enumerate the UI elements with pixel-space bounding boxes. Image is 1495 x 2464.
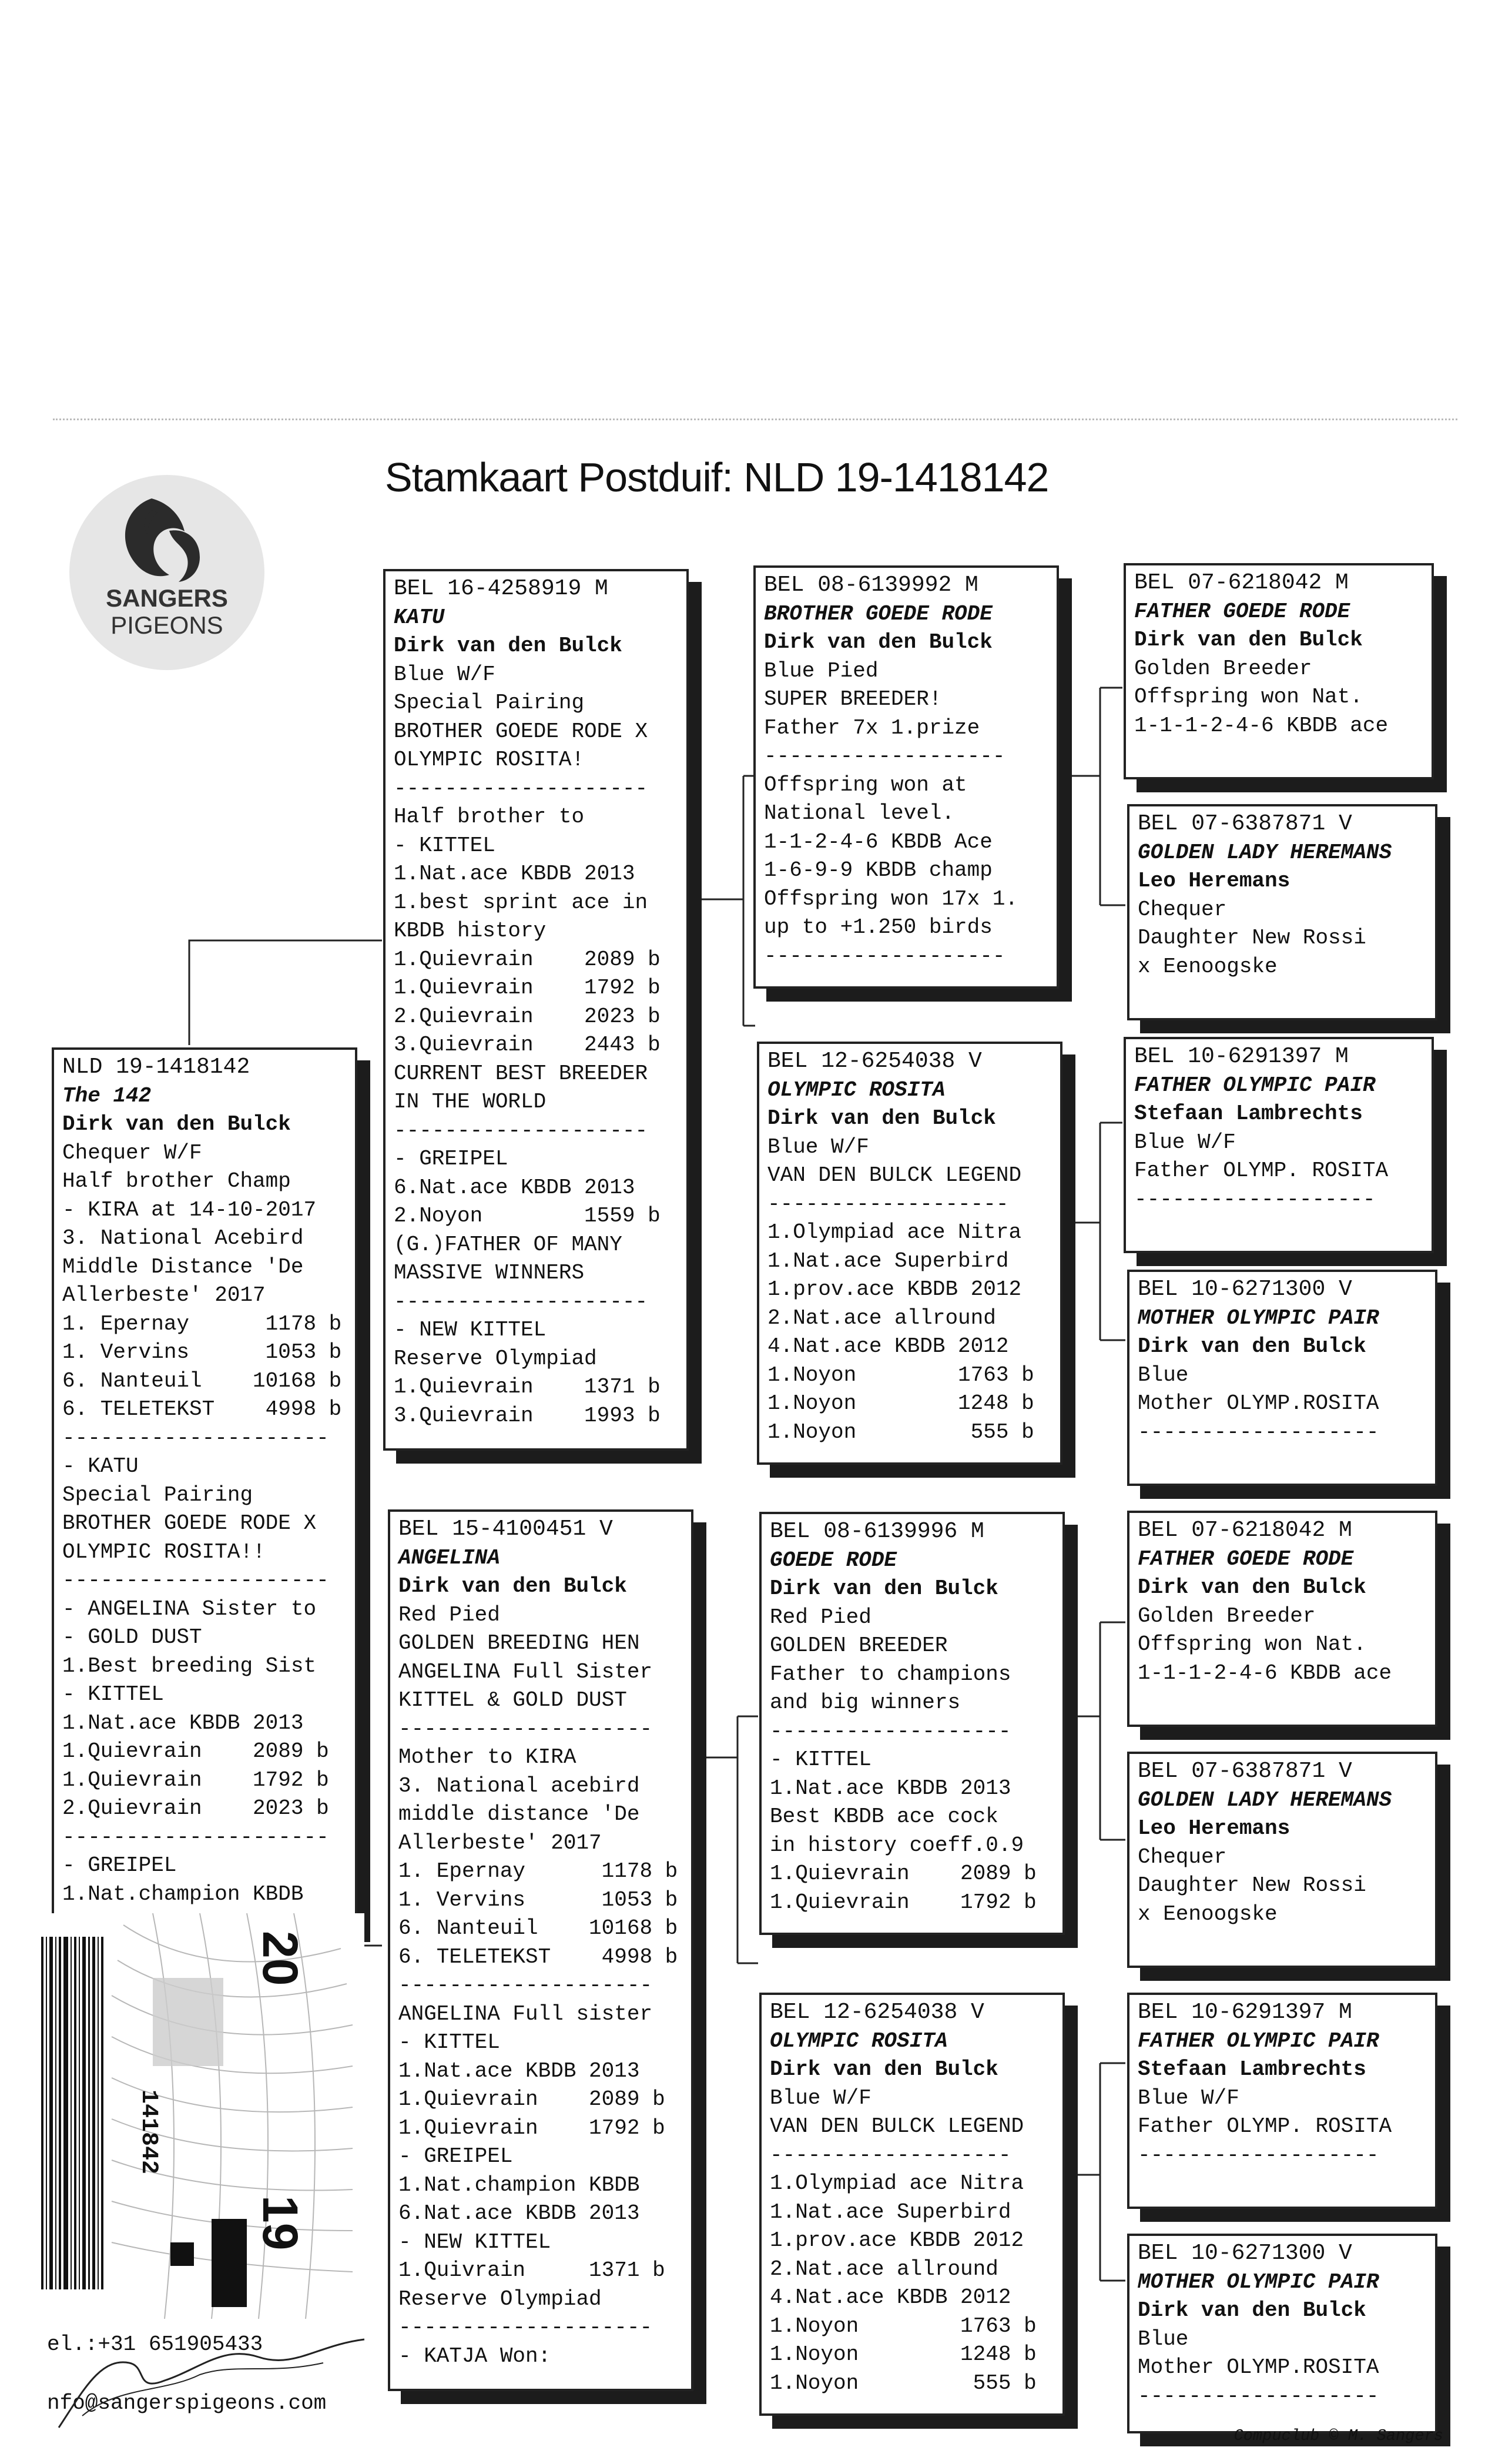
pedigree-line: - KITTEL: [770, 1747, 871, 1772]
ring-number: BEL 07-6218042 M: [1134, 570, 1349, 595]
pedigree-line: Blue W/F: [1138, 2085, 1239, 2110]
pedigree-line: 2.Quievrain 2023 b: [62, 1796, 329, 1820]
pedigree-line: 1.Noyon 555 b: [767, 1420, 1034, 1444]
pedigree-line: 1.Quievrain 2089 b: [62, 1739, 329, 1763]
ring-number: BEL 15-4100451 V: [398, 1516, 613, 1542]
breeder-name: Dirk van den Bulck: [1138, 1575, 1366, 1599]
pedigree-line: - KITTEL: [62, 1682, 164, 1706]
pedigree-card-fm-mother: [1127, 1270, 1437, 1486]
pedigree-line: 2.Noyon 1559 b: [394, 1204, 661, 1228]
pigeon-name: MOTHER OLYMPIC PAIR: [1138, 2269, 1379, 2294]
pedigree-line: Golden Breeder: [1138, 1603, 1316, 1628]
ring-number: BEL 08-6139996 M: [770, 1519, 984, 1544]
ring-card-year-bottom: 19: [253, 2195, 308, 2251]
pedigree-card-mf-mother: [1127, 1752, 1437, 1968]
ring-number: BEL 07-6218042 M: [1138, 1518, 1352, 1543]
pedigree-line: IN THE WORLD: [394, 1090, 547, 1114]
pedigree-line: Father to champions: [770, 1662, 1011, 1686]
pedigree-line: 6.Nat.ace KBDB 2013: [394, 1175, 635, 1200]
pedigree-line: Father OLYMP. ROSITA: [1138, 2114, 1392, 2138]
pigeon-name: FATHER OLYMPIC PAIR: [1134, 1073, 1376, 1097]
pedigree-line: Reserve Olympiad: [398, 2286, 602, 2311]
pigeon-name: GOLDEN LADY HEREMANS: [1138, 1787, 1392, 1812]
pedigree-line: 1.Noyon 555 b: [770, 2371, 1037, 2395]
pedigree-line: 1.Best breeding Sist: [62, 1653, 317, 1678]
pedigree-line: ---------------------: [62, 1824, 329, 1849]
pigeon-name: OLYMPIC ROSITA: [767, 1077, 946, 1102]
pedigree-line: 1.Quievrain 2089 b: [398, 2087, 665, 2111]
pedigree-line: 1. Epernay 1178 b: [62, 1311, 342, 1336]
pedigree-line: - KITTEL: [394, 833, 495, 858]
pedigree-line: CURRENT BEST BREEDER: [394, 1061, 648, 1086]
pedigree-line: Blue W/F: [1134, 1130, 1236, 1154]
pedigree-line: 1.Quievrain 1792 b: [394, 976, 661, 1000]
pedigree-line: BROTHER GOEDE RODE X: [394, 719, 648, 744]
pedigree-line: in history coeff.0.9: [770, 1833, 1024, 1857]
pedigree-line: 1.Quivrain 1371 b: [398, 2258, 665, 2282]
breeder-name: Dirk van den Bulck: [764, 630, 993, 654]
pedigree-line: -------------------: [1138, 1420, 1379, 1444]
breeder-name: Stefaan Lambrechts: [1138, 2057, 1366, 2081]
pigeon-name: BROTHER GOEDE RODE: [764, 601, 993, 626]
pigeon-name: KATU: [394, 605, 445, 630]
pedigree-line: --------------------: [394, 1118, 648, 1143]
pedigree-line: (G.)FATHER OF MANY: [394, 1232, 622, 1257]
pedigree-line: Golden Breeder: [1134, 656, 1312, 681]
pedigree-line: Offspring won Nat.: [1134, 685, 1363, 709]
pedigree-line: Father 7x 1.prize: [764, 715, 980, 740]
pedigree-line: 1.Nat.ace KBDB 2013: [62, 1710, 304, 1735]
pedigree-card-mm-father: [1127, 1993, 1437, 2209]
pedigree-line: - GREIPEL: [394, 1147, 508, 1171]
pedigree-line: 6. Nanteuil 10168 b: [398, 1916, 678, 1940]
pedigree-card-mother: [388, 1509, 693, 2391]
pedigree-card-mf-father: [1127, 1511, 1437, 1727]
pedigree-line: Blue: [1138, 1362, 1189, 1387]
ring-card-number: 141842: [135, 2090, 162, 2175]
contact-email[interactable]: nfo@sangerspigeons.com: [47, 2391, 327, 2415]
pedigree-line: Offspring won 17x 1.: [764, 886, 1018, 911]
pedigree-line: ANGELINA Full sister: [398, 2001, 653, 2026]
ring-number: NLD 19-1418142: [62, 1054, 250, 1080]
pedigree-line: 1.Noyon 1248 b: [770, 2342, 1037, 2366]
page-title: Stamkaart Postduif: NLD 19-1418142: [385, 454, 1049, 500]
pedigree-card-father-father: [753, 565, 1059, 989]
pedigree-line: x Eenoogske: [1138, 1901, 1278, 1926]
breeder-name: Leo Heremans: [1138, 1816, 1290, 1840]
pedigree-line: ---------------------: [62, 1568, 329, 1592]
ring-number: BEL 12-6254038 V: [767, 1049, 982, 1074]
pedigree-line: 1.Nat.ace KBDB 2013: [394, 862, 635, 886]
pedigree-line: Chequer W/F: [62, 1140, 202, 1165]
pedigree-line: - KIRA at 14-10-2017: [62, 1197, 317, 1222]
pedigree-line: 4.Nat.ace KBDB 2012: [767, 1334, 1009, 1358]
pedigree-line: ---------------------: [62, 1425, 329, 1450]
pedigree-card-ff-mother: [1127, 804, 1437, 1020]
pedigree-line: 1.Quievrain 2089 b: [394, 947, 661, 972]
pedigree-line: 1-6-9-9 KBDB champ: [764, 858, 993, 882]
pedigree-line: - KITTEL: [398, 2030, 500, 2054]
pigeon-name: OLYMPIC ROSITA: [770, 2028, 948, 2053]
pedigree-line: and big winners: [770, 1690, 961, 1715]
pedigree-line: Blue W/F: [767, 1134, 869, 1159]
pedigree-line: --------------------: [398, 1716, 653, 1741]
ring-number: BEL 08-6139992 M: [764, 573, 978, 598]
pedigree-line: Middle Distance 'De: [62, 1254, 304, 1279]
pedigree-line: -------------------: [770, 2142, 1011, 2167]
pedigree-line: Red Pied: [770, 1605, 871, 1629]
pedigree-line: x Eenoogske: [1138, 954, 1278, 979]
pedigree-line: 1.best sprint ace in: [394, 890, 648, 915]
pedigree-line: 1. Epernay 1178 b: [398, 1859, 678, 1883]
pedigree-line: 1.Quievrain 1371 b: [394, 1375, 661, 1399]
pedigree-card-ff-father: [1124, 563, 1434, 779]
pedigree-line: -------------------: [764, 943, 1005, 968]
pedigree-line: 1.Olympiad ace Nitra: [770, 2171, 1024, 2195]
pedigree-line: -------------------: [1138, 2142, 1379, 2167]
pedigree-card-mm-mother: [1127, 2234, 1437, 2433]
pedigree-line: 1.Nat.champion KBDB: [398, 2172, 640, 2197]
ring-card-year-top: 20: [253, 1931, 308, 1986]
pedigree-line: up to +1.250 birds: [764, 915, 993, 939]
pedigree-line: -------------------: [1138, 2383, 1379, 2408]
pedigree-line: 1-1-2-4-6 KBDB Ace: [764, 829, 993, 854]
ring-number: BEL 16-4258919 M: [394, 576, 608, 601]
pedigree-line: 1. Vervins 1053 b: [62, 1340, 342, 1364]
ring-number: BEL 07-6387871 V: [1138, 811, 1352, 836]
pedigree-line: KITTEL & GOLD DUST: [398, 1688, 627, 1712]
ring-card-overlay: [35, 1913, 364, 2319]
pedigree-line: National level.: [764, 801, 955, 825]
breeder-name: Dirk van den Bulck: [770, 1576, 998, 1601]
pedigree-line: - ANGELINA Sister to: [62, 1596, 317, 1621]
pedigree-line: KBDB history: [394, 919, 547, 943]
pedigree-line: Red Pied: [398, 1602, 500, 1627]
pedigree-card-father-mother: [757, 1042, 1062, 1465]
ring-number: BEL 10-6291397 M: [1138, 2000, 1352, 2025]
pedigree-line: OLYMPIC ROSITA!!: [62, 1539, 266, 1564]
ring-number: BEL 10-6291397 M: [1134, 1044, 1349, 1069]
ring-number: BEL 12-6254038 V: [770, 2000, 984, 2025]
handwritten-signature: [47, 2322, 376, 2439]
pedigree-line: 1.Olympiad ace Nitra: [767, 1220, 1022, 1244]
pedigree-card-mother-mother: [759, 1993, 1065, 2416]
contact-phone: el.:+31 651905433: [47, 2332, 263, 2356]
pedigree-line: 1.prov.ace KBDB 2012: [767, 1277, 1022, 1301]
pedigree-line: Chequer: [1138, 897, 1227, 922]
ring-number: BEL 07-6387871 V: [1138, 1759, 1352, 1784]
pedigree-line: - KATJA Won:: [398, 2344, 551, 2368]
pedigree-line: - GREIPEL: [398, 2144, 513, 2168]
pedigree-line: GOLDEN BREEDER: [770, 1633, 948, 1658]
pigeon-name: FATHER GOEDE RODE: [1138, 1546, 1354, 1571]
pedigree-line: Blue Pied: [764, 658, 879, 683]
pedigree-line: Special Pairing: [62, 1482, 253, 1507]
pedigree-line: 1.Noyon 1763 b: [770, 2314, 1037, 2338]
pedigree-line: Half brother Champ: [62, 1169, 291, 1193]
pedigree-line: --------------------: [398, 1973, 653, 1997]
pedigree-line: Father OLYMP. ROSITA: [1134, 1159, 1389, 1183]
pedigree-line: --------------------: [394, 1289, 648, 1314]
pedigree-line: 2.Quievrain 2023 b: [394, 1004, 661, 1029]
breeder-name: Dirk van den Bulck: [62, 1112, 291, 1136]
pedigree-line: 6.Nat.ace KBDB 2013: [398, 2201, 640, 2225]
pedigree-line: 1-1-1-2-4-6 KBDB ace: [1134, 713, 1389, 738]
pedigree-line: -------------------: [764, 744, 1005, 768]
pigeon-name: FATHER OLYMPIC PAIR: [1138, 2028, 1379, 2053]
pedigree-line: Reserve Olympiad: [394, 1346, 597, 1371]
pedigree-line: -------------------: [767, 1191, 1009, 1216]
pedigree-line: VAN DEN BULCK LEGEND: [767, 1163, 1022, 1187]
logo-text-pigeons: PIGEONS: [110, 611, 223, 639]
pedigree-line: - NEW KITTEL: [394, 1318, 547, 1342]
pedigree-line: 1.prov.ace KBDB 2012: [770, 2228, 1024, 2252]
pedigree-line: VAN DEN BULCK LEGEND: [770, 2114, 1024, 2138]
pedigree-card-subject: [52, 1047, 357, 1929]
breeder-name: Dirk van den Bulck: [1134, 628, 1363, 652]
pedigree-line: - KATU: [62, 1454, 139, 1478]
footer-credit: Compuclub © M. Sangers: [1233, 2428, 1443, 2445]
pedigree-line: 1.Noyon 1763 b: [767, 1362, 1034, 1387]
pedigree-line: Daughter New Rossi: [1138, 1873, 1366, 1897]
pedigree-line: Half brother to: [394, 805, 585, 829]
pedigree-line: -------------------: [770, 1719, 1011, 1743]
pedigree-line: 6. TELETEKST 4998 b: [398, 1944, 678, 1969]
pedigree-line: Allerbeste' 2017: [62, 1283, 266, 1307]
pigeon-name: The 142: [62, 1083, 152, 1108]
pedigree-line: 6. Nanteuil 10168 b: [62, 1368, 342, 1393]
pedigree-line: 2.Nat.ace allround: [767, 1305, 996, 1330]
pedigree-line: Offspring won Nat.: [1138, 1632, 1366, 1656]
pedigree-line: GOLDEN BREEDING HEN: [398, 1631, 640, 1655]
logo-text-sangers: SANGERS: [106, 584, 228, 612]
pedigree-line: 1.Nat.ace Superbird: [767, 1248, 1009, 1273]
pedigree-card-mother-father: [759, 1512, 1065, 1935]
pigeon-name: GOLDEN LADY HEREMANS: [1138, 840, 1392, 865]
pedigree-line: 1.Nat.ace KBDB 2013: [770, 1776, 1011, 1800]
pedigree-line: Blue W/F: [394, 662, 495, 687]
pedigree-line: -------------------: [1134, 1187, 1376, 1211]
pedigree-line: 4.Nat.ace KBDB 2012: [770, 2285, 1011, 2309]
pedigree-line: Daughter New Rossi: [1138, 926, 1366, 950]
pedigree-line: 1.Quievrain 1792 b: [62, 1767, 329, 1792]
pigeon-name: GOEDE RODE: [770, 1548, 897, 1572]
pedigree-line: --------------------: [398, 2315, 653, 2339]
breeder-name: Dirk van den Bulck: [767, 1106, 996, 1130]
pedigree-line: Best KBDB ace cock: [770, 1805, 998, 1829]
pedigree-line: 1.Noyon 1248 b: [767, 1391, 1034, 1415]
pedigree-line: 1.Nat.ace KBDB 2013: [398, 2058, 640, 2083]
pigeon-name: FATHER GOEDE RODE: [1134, 599, 1350, 624]
pedigree-line: --------------------: [394, 776, 648, 801]
pedigree-line: 3.Quievrain 2443 b: [394, 1033, 661, 1057]
pedigree-line: - NEW KITTEL: [398, 2229, 551, 2254]
pigeon-name: MOTHER OLYMPIC PAIR: [1138, 1305, 1379, 1330]
breeder-name: Dirk van den Bulck: [770, 2057, 998, 2081]
pedigree-line: 3. National Acebird: [62, 1226, 304, 1250]
ring-number: BEL 10-6271300 V: [1138, 1277, 1352, 1302]
pedigree-line: 3. National acebird: [398, 1773, 640, 1798]
pedigree-line: Special Pairing: [394, 691, 585, 715]
pedigree-line: 3.Quievrain 1993 b: [394, 1403, 661, 1428]
pedigree-line: OLYMPIC ROSITA!: [394, 748, 585, 772]
pedigree-line: Mother to KIRA: [398, 1745, 576, 1769]
pedigree-line: 1. Vervins 1053 b: [398, 1887, 678, 1912]
breeder-name: Stefaan Lambrechts: [1134, 1102, 1363, 1126]
pedigree-line: 6. TELETEKST 4998 b: [62, 1397, 342, 1421]
pedigree-line: Mother OLYMP.ROSITA: [1138, 2355, 1379, 2379]
breeder-name: Dirk van den Bulck: [394, 634, 622, 658]
ring-card-graphic: [35, 1913, 364, 2319]
pedigree-card-fm-father: [1124, 1037, 1434, 1253]
pedigree-line: Blue: [1138, 2326, 1189, 2351]
pedigree-line: MASSIVE WINNERS: [394, 1261, 585, 1285]
pedigree-line: Blue W/F: [770, 2085, 871, 2110]
pedigree-line: 1.Nat.champion KBDB: [62, 1882, 304, 1906]
pedigree-card-father: [383, 569, 689, 1451]
pedigree-line: 1.Quievrain 1792 b: [398, 2115, 665, 2140]
pedigree-line: ANGELINA Full Sister: [398, 1659, 653, 1684]
pedigree-line: 1-1-1-2-4-6 KBDB ace: [1138, 1660, 1392, 1685]
pedigree-line: BROTHER GOEDE RODE X: [62, 1511, 317, 1535]
pedigree-line: middle distance 'De: [398, 1802, 640, 1826]
pedigree-line: SUPER BREEDER!: [764, 687, 942, 711]
pedigree-line: - GREIPEL: [62, 1853, 177, 1877]
pedigree-line: Offspring won at: [764, 772, 967, 797]
breeder-name: Dirk van den Bulck: [1138, 1334, 1366, 1358]
breeder-name: Dirk van den Bulck: [398, 1574, 627, 1598]
breeder-name: Leo Heremans: [1138, 869, 1290, 893]
pedigree-line: 1.Quievrain 1792 b: [770, 1890, 1037, 1914]
pedigree-line: 1.Nat.ace Superbird: [770, 2199, 1011, 2224]
pedigree-line: Mother OLYMP.ROSITA: [1138, 1391, 1379, 1415]
pigeon-name: ANGELINA: [398, 1545, 500, 1570]
pedigree-line: Chequer: [1138, 1844, 1227, 1869]
pedigree-line: Allerbeste' 2017: [398, 1830, 602, 1855]
pedigree-line: 2.Nat.ace allround: [770, 2257, 998, 2281]
pedigree-line: 1.Quievrain 2089 b: [770, 1862, 1037, 1886]
ring-number: BEL 10-6271300 V: [1138, 2241, 1352, 2266]
breeder-name: Dirk van den Bulck: [1138, 2298, 1366, 2322]
pedigree-line: - GOLD DUST: [62, 1625, 202, 1649]
